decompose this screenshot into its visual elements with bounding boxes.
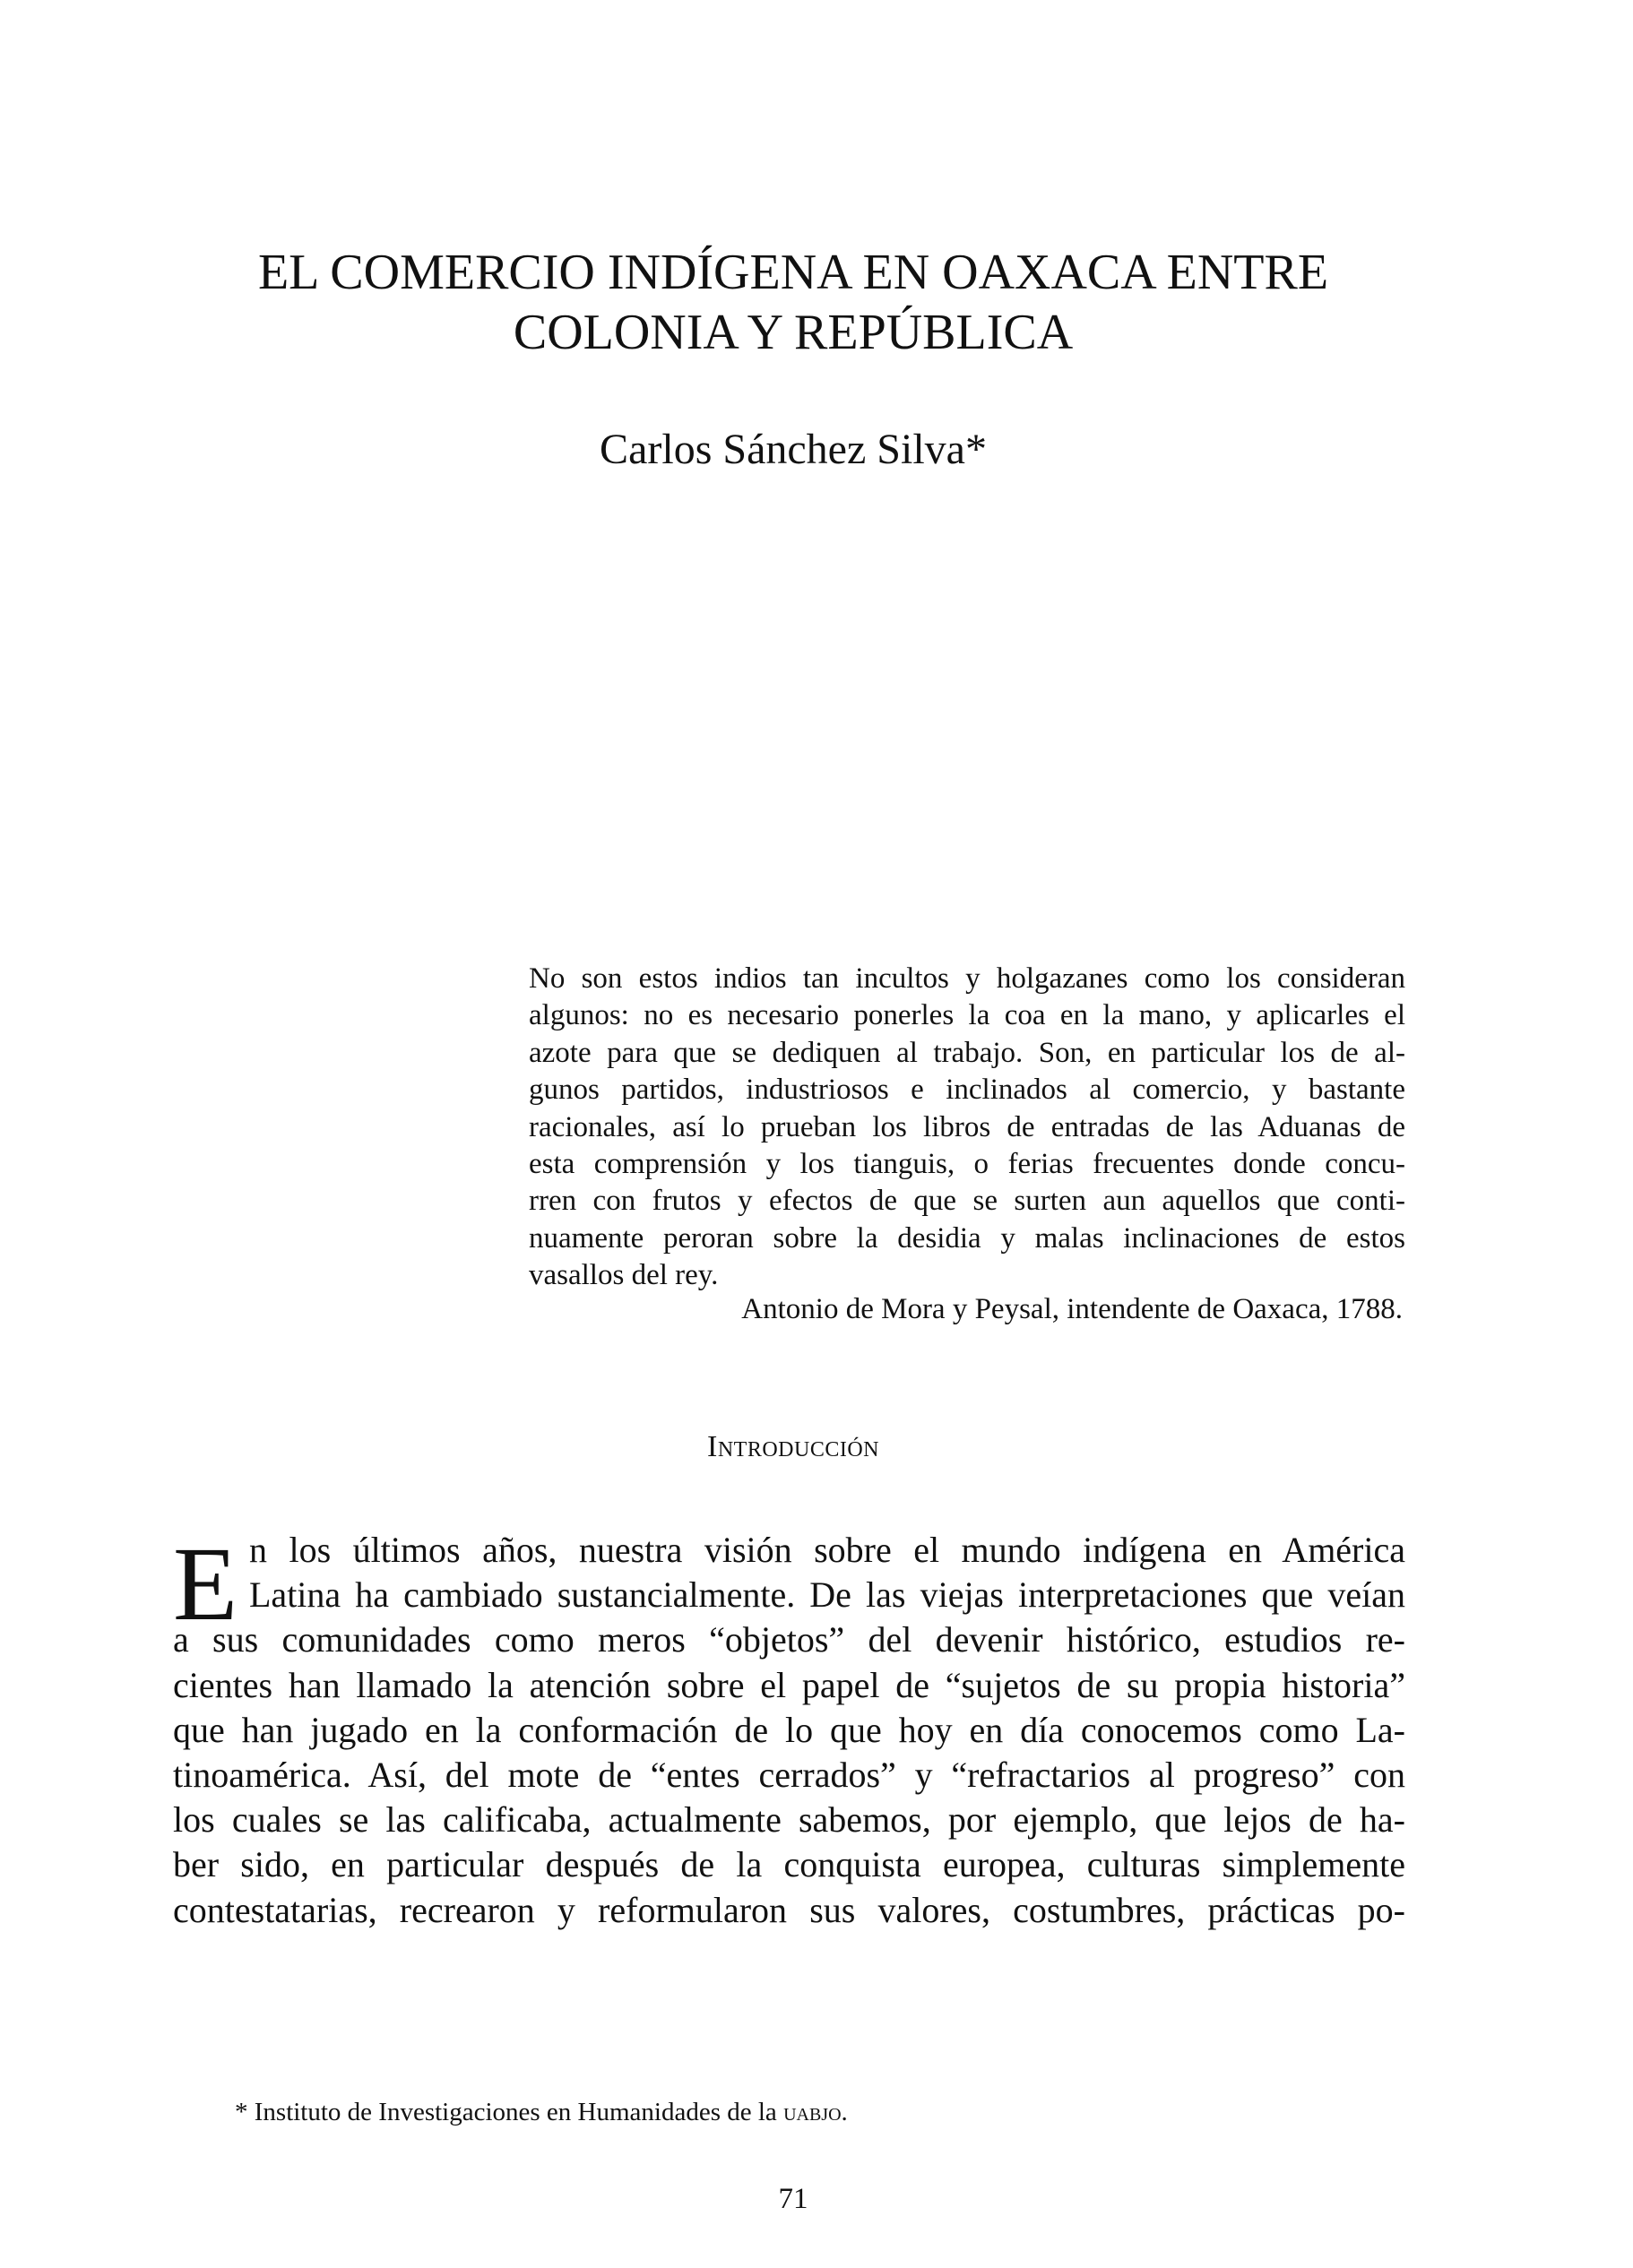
footnote xyxy=(235,2100,848,2126)
paragraph-line: que han jugado en la conformación de lo que hoy en día conocemos como La- xyxy=(173,1709,1405,1750)
epigraph-line: vasallos del rey. xyxy=(529,1259,719,1292)
article-title-line-1: EL COMERCIO INDÍGENA EN OAXACA ENTRE xyxy=(257,245,1329,300)
footnote-text: Instituto de Investigaciones en Humanidades de la xyxy=(254,2098,777,2126)
paragraph-line: Latina ha cambiado sustancialmente. De las viejas interpretaciones que veían xyxy=(249,1574,1405,1616)
section-heading-introduction: Introducción xyxy=(707,1430,879,1463)
epigraph-line: racionales, así lo prueban los libros de entradas de las Aduanas de xyxy=(529,1110,1405,1143)
footnote-marker: * xyxy=(235,2098,248,2126)
epigraph-line: azote para que se dediquen al trabajo. Son, en particular los de al- xyxy=(529,1036,1405,1069)
paragraph-line: los cuales se las calificaba, actualmente sabemos, por ejemplo, que lejos de ha- xyxy=(173,1799,1405,1841)
article-author: Carlos Sánchez Silva* xyxy=(600,426,987,473)
article-title-line-2: COLONIA Y REPÚBLICA xyxy=(513,305,1074,360)
epigraph-line: gunos partidos, industriosos e inclinados al comercio, y bastante xyxy=(529,1074,1405,1107)
paragraph-line: cientes han llamado la atención sobre el papel de “sujetos de su propia historia” xyxy=(173,1664,1405,1705)
epigraph-line: nuamente peroran sobre la desidia y malas inclinaciones de estos xyxy=(529,1221,1405,1255)
paragraph-line: contestatarias, recrearon y reformularon sus valores, costumbres, prácticas po- xyxy=(173,1889,1405,1930)
epigraph-quote xyxy=(529,961,1405,1295)
epigraph-line: No son estos indios tan incultos y holgazanes como los consideran xyxy=(529,962,1405,995)
drop-cap: E xyxy=(173,1525,238,1643)
epigraph-line: algunos: no es necesario ponerles la coa en la mano, y aplicarles el xyxy=(529,999,1405,1032)
epigraph-line: esta comprensión y los tianguis, o ferias frecuentes donde concu- xyxy=(529,1147,1405,1180)
introduction-paragraph xyxy=(173,1525,1405,1933)
paragraph-line: tinoamérica. Así, del mote de “entes cerrados” y “refractarios al progreso” con xyxy=(173,1754,1405,1795)
paragraph-line: ber sido, en particular después de la conquista europea, culturas simplemente xyxy=(173,1844,1405,1885)
page-number: 71 xyxy=(778,2183,808,2215)
paragraph-line: a sus comunidades como meros “objetos” del devenir histórico, estudios re- xyxy=(173,1619,1405,1660)
paragraph-line: n los últimos años, nuestra visión sobre el mundo indígena en América xyxy=(249,1530,1405,1570)
footnote-institution: uabjo. xyxy=(783,2098,848,2126)
epigraph-line: rren con frutos y efectos de que se surten aun aquellos que conti- xyxy=(529,1185,1405,1218)
epigraph-attribution: Antonio de Mora y Peysal, intendente de Oaxaca, 1788. xyxy=(741,1293,1403,1325)
